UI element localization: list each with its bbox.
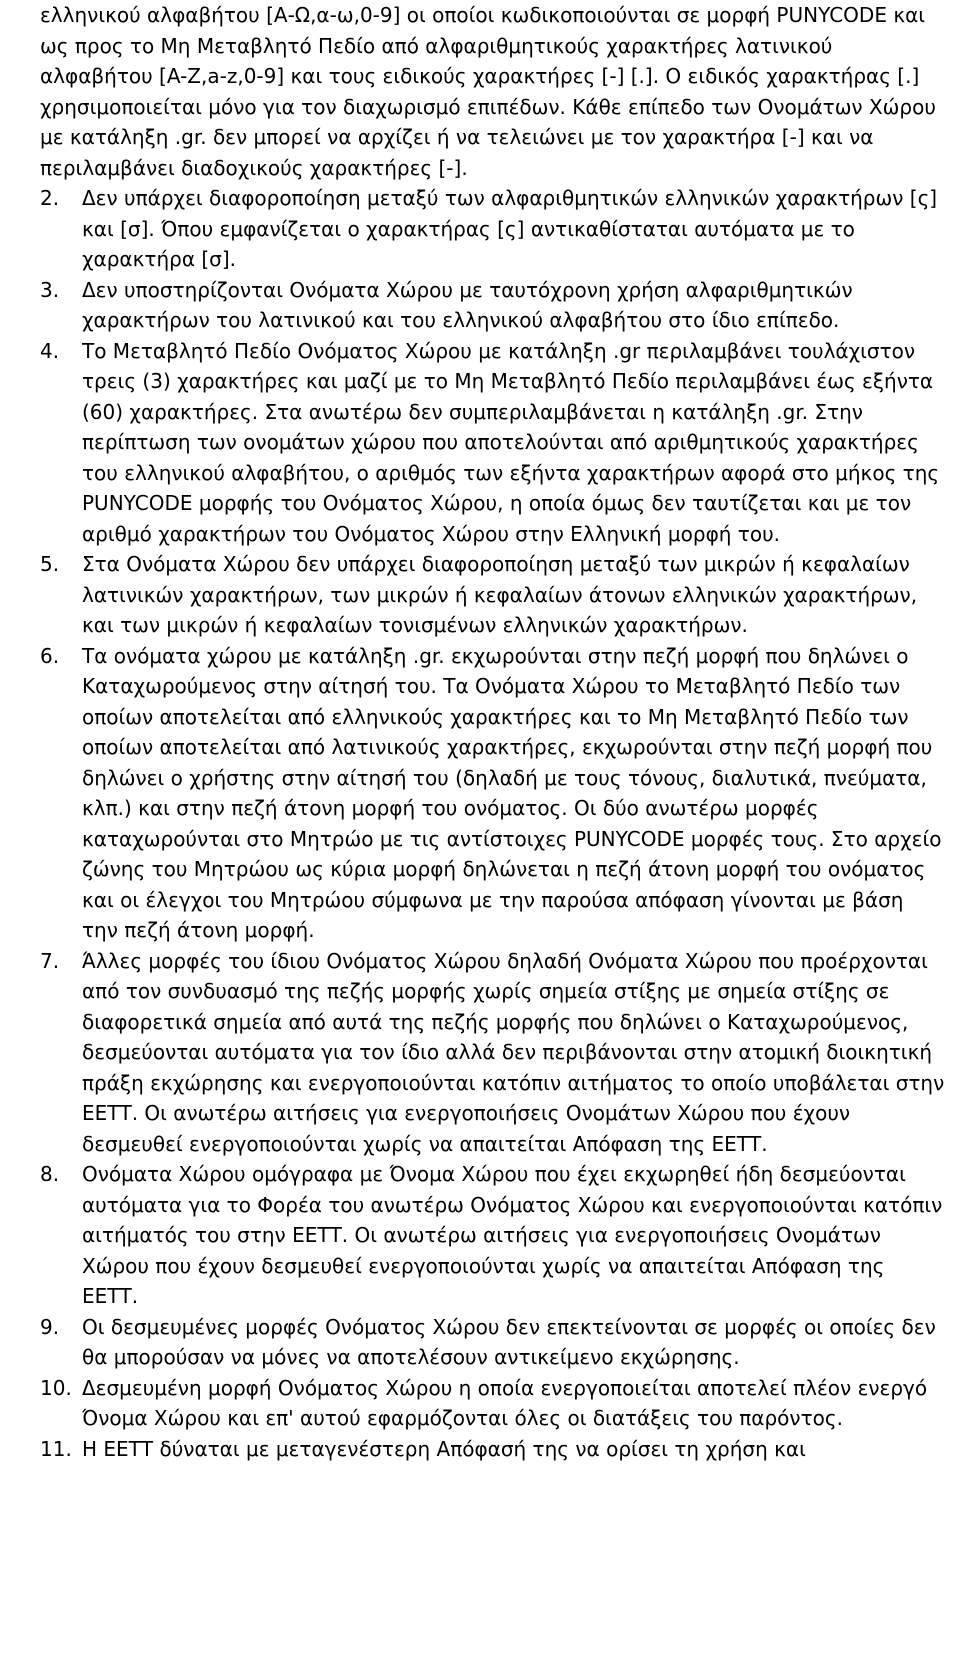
- item-number: 7.: [40, 948, 60, 973]
- item-text: Δεν υποστηρίζονται Ονόματα Χώρου με ταυτόχρονη χρήση αλφαριθμητικών χαρακτήρων του λατινικού και του ελληνικού αλφαβήτου στο ίδιο επίπεδο.: [82, 277, 853, 332]
- item-number: 11.: [40, 1436, 72, 1461]
- item-number: 3.: [40, 277, 60, 302]
- item-text: Δεν υπάρχει διαφοροποίηση μεταξύ των αλφαριθμητικών ελληνικών χαρακτήρων [ς] και [σ]. Όπου εμφανίζεται ο χαρακτήρας [ς] αντικαθίσταται αυτόματα με το χαρακτήρα [σ].: [82, 186, 938, 271]
- item-number: 10.: [40, 1375, 72, 1400]
- item-text: Δεσμευμένη μορφή Ονόματος Χώρου η οποία ενεργοποιείται αποτελεί πλέον ενεργό Όνομα Χώρου και επ' αυτού εφαρμόζονται όλες οι διατάξεις του παρόντος.: [82, 1375, 928, 1430]
- item-number: 8.: [40, 1162, 60, 1186]
- item-text: Στα Ονόματα Χώρου δεν υπάρχει διαφοροποίηση μεταξύ των μικρών ή κεφαλαίων λατινικών χαρακτήρων, των μικρών ή κεφαλαίων άτονων ελληνικών χαρακτήρων, και των μικρών ή κεφαλαίων τονισμένων ελληνικών χαρακτήρων.: [82, 552, 918, 637]
- item-text: Ονόματα Χώρου ομόγραφα με Όνομα Χώρου που έχει εκχωρηθεί ήδη δεσμεύονται αυτόματα για το Φορέα του ανωτέρω Ονόματος Χώρου και ενεργοποιούνται κατόπιν αιτήματός του στην ΕΕΤΤ. Οι ανωτέρω αιτήσεις για ενεργοποιήσεις Ονομάτων Χώρου που έχουν δεσμευθεί ενεργοποιούνται χωρίς να απαιτείται Απόφαση της ΕΕΤΤ.: [82, 1162, 943, 1308]
- item-text: Οι δεσμευμένες μορφές Ονόματος Χώρου δεν επεκτείνονται σε μορφές οι οποίες δεν θα μπορούσαν να μόνες να αποτελέσουν αντικείμενο εκχώρησης.: [82, 1314, 936, 1369]
- item-number: 9.: [40, 1314, 60, 1339]
- list-item: [40, 641, 945, 946]
- list-item: [40, 336, 945, 550]
- list-item: [40, 183, 945, 275]
- list-item: [40, 549, 945, 641]
- item-text: Τα ονόματα χώρου με κατάληξη .gr. εκχωρούνται στην πεζή μορφή που δηλώνει ο Καταχωρούμενος στην αίτησή του. Τα Ονόματα Χώρου το Μεταβλητό Πεδίο των οποίων αποτελείται από ελληνικούς χαρακτήρες και το Μη Μεταβλητό Πεδίο των οποίων αποτελείται από λατινικούς χαρακτήρες, εκχωρούνται στην πεζή μορφή που δηλώνει ο χρήστης στην αίτησή του (δηλαδή με τους τόνους, διαλυτικά, πνεύματα, κλπ.) και στην πεζή άτονη μορφή του ονόματος. Οι δύο ανωτέρω μορφές καταχωρούνται στο Μητρώο με τις αντίστοιχες PUNYCODE μορφές τους. Στο αρχείο ζώνης του Μητρώου ως κύρια μορφή δηλώνεται η πεζή άτονη μορφή του ονόματος και οι έλεγχοι του Μητρώου σύμφωνα με την παρούσα απόφαση γίνονται με βάση την πεζή άτονη μορφή.: [82, 643, 942, 942]
- item-number: 2.: [40, 186, 60, 210]
- document-page: [40, 0, 945, 1464]
- item-number: 6.: [40, 643, 60, 668]
- list-item: [40, 1373, 945, 1434]
- item-text: Άλλες μορφές του ίδιου Ονόματος Χώρου δηλαδή Ονόματα Χώρου που προέρχονται από τον συνδυασμό της πεζής μορφής χωρίς σημεία στίξης με σημεία στίξης σε διαφορετικά σημεία από αυτά της πεζής μορφής που δηλώνει ο Καταχωρούμενος, δεσμεύονται αυτόματα για τον ίδιο αλλά δεν περιβάνονται στην ατομική διοικητική πράξη εκχώρησης και ενεργοποιούνται κατόπιν αιτήματος το οποίο υποβάλεται στην ΕΕΤΤ. Οι ανωτέρω αιτήσεις για ενεργοποιήσεις Ονομάτων Χώρου που έχουν δεσμευθεί ενεργοποιούνται χωρίς να απαιτείται Απόφαση της ΕΕΤΤ.: [82, 948, 945, 1156]
- list-item: [40, 946, 945, 1160]
- item-number: 5.: [40, 552, 60, 576]
- item-text: Η ΕΕΤΤ δύναται με μεταγενέστερη Απόφασή της να ορίσει τη χρήση και: [82, 1436, 806, 1461]
- list-item: [40, 1312, 945, 1373]
- intro-paragraph: ελληνικού αλφαβήτου [Α-Ω,α-ω,0-9] οι οποίοι κωδικοποιούνται σε μορφή PUNYCODE και ως προς το Μη Μεταβλητό Πεδίο από αλφαριθμητικούς χαρακτήρες λατινικού αλφαβήτου [A-Z,a-z,0-9] και τους ειδικούς χαρακτήρες [-] [.]. Ο ειδικός χαρακτήρας [.] χρησιμοποιείται μόνο για τον διαχωρισμό επιπέδων. Κάθε επίπεδο των Ονομάτων Χώρου με κατάληξη .gr. δεν μπορεί να αρχίζει ή να τελειώνει με τον χαρακτήρα [-] και να περιλαμβάνει διαδοχικούς χαρακτήρες [-].: [40, 3, 936, 180]
- list-item: [40, 1159, 945, 1312]
- list-item: [40, 1434, 945, 1465]
- item-text: Το Μεταβλητό Πεδίο Ονόματος Χώρου με κατάληξη .gr περιλαμβάνει τουλάχιστον τρεις (3) χαρακτήρες και μαζί με το Μη Μεταβλητό Πεδίο περιλαμβάνει έως εξήντα (60) χαρακτήρες. Στα ανωτέρω δεν συμπεριλαμβάνεται η κατάληξη .gr. Στην περίπτωση των ονομάτων χώρου που αποτελούνται από αριθμητικούς χαρακτήρες του ελληνικού αλφαβήτου, ο αριθμός των εξήντα χαρακτήρων αφορά στο μήκος της PUNYCODE μορφής του Ονόματος Χώρου, η οποία όμως δεν ταυτίζεται και με τον αριθμό χαρακτήρων του Ονόματος Χώρου στην Ελληνική μορφή του.: [82, 338, 940, 546]
- numbered-list: [40, 183, 945, 1464]
- list-item: [40, 275, 945, 336]
- item-number: 4.: [40, 338, 60, 363]
